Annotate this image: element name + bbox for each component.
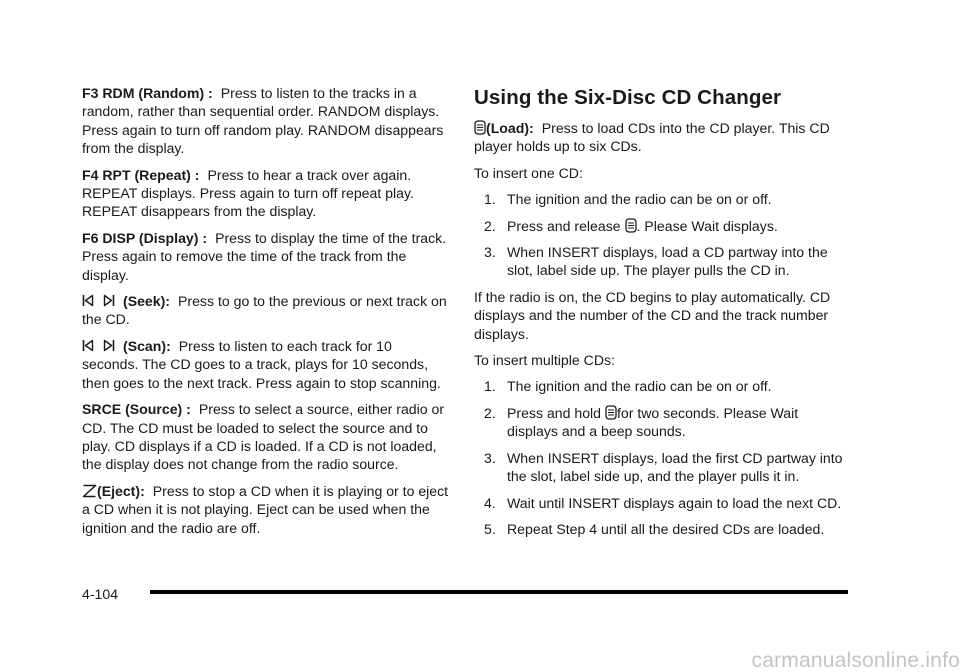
list-item	[474, 404, 852, 441]
load-icon	[625, 218, 637, 233]
step-text: When INSERT displays, load a CD partway into the slot, label side up. The player pulls the CD in.	[507, 244, 828, 279]
step-number: 2.	[484, 217, 496, 234]
list-item	[474, 217, 852, 235]
eject-icon	[82, 484, 97, 498]
repeat-description	[82, 166, 450, 221]
list-item	[474, 377, 852, 395]
display-description	[82, 229, 450, 284]
watermark: carmanualsonline.info	[751, 648, 960, 672]
step-text-before: Press and release	[507, 217, 621, 234]
load-term: (Load):	[486, 120, 534, 136]
seek-text: Press to go to the previous or next track on the CD.	[82, 293, 447, 328]
random-description	[82, 84, 450, 158]
list-item	[474, 494, 852, 512]
list-item	[474, 243, 852, 280]
source-term: SRCE (Source) :	[82, 401, 191, 418]
source-description	[82, 400, 450, 474]
scan-forward-icon	[103, 339, 115, 352]
seek-icons	[82, 294, 115, 307]
step-number: 2.	[484, 404, 496, 421]
step-text: The ignition and the radio can be on or off.	[507, 191, 772, 208]
eject-description	[82, 482, 450, 537]
step-number: 5.	[484, 520, 496, 537]
list-item	[474, 190, 852, 208]
eject-term: (Eject):	[97, 482, 145, 499]
repeat-term: F4 RPT (Repeat) :	[82, 166, 200, 183]
step-number: 1.	[484, 191, 496, 208]
step-text-after: for two seconds. Please Wait displays and a beep sounds.	[507, 404, 799, 440]
display-term: F6 DISP (Display) :	[82, 229, 208, 246]
step-text: When INSERT displays, load the first CD partway into the slot, label side up, and the player pulls it in.	[507, 449, 843, 485]
step-text-after: . Please Wait displays.	[636, 217, 778, 234]
page-number: 4-104	[82, 586, 119, 602]
seek-description	[82, 292, 450, 329]
insert-multi-intro: To insert multiple CDs:	[474, 352, 615, 369]
list-item	[474, 449, 852, 486]
insert-one-steps	[474, 190, 852, 280]
step-text: Wait until INSERT displays again to load the next CD.	[507, 494, 842, 511]
scan-icons	[82, 339, 115, 352]
step-text-before: Press and hold	[507, 404, 602, 421]
step-number: 4.	[484, 494, 496, 511]
section-heading: Using the Six-Disc CD Changer	[474, 86, 782, 109]
seek-back-icon	[82, 294, 94, 307]
insert-multi-steps	[474, 377, 852, 538]
right-column	[474, 86, 852, 546]
source-text: Press to select a source, either radio or CD. The CD must be loaded to select the source and to play. CD displays if a CD is loaded. If a CD is not loaded, the display does not change from the radio source.	[82, 401, 445, 473]
auto-play-note: If the radio is on, the CD begins to play automatically. CD displays and the number of the CD and the track number displays.	[474, 288, 831, 342]
step-text: The ignition and the radio can be on or off.	[507, 378, 772, 395]
step-number: 1.	[484, 378, 496, 395]
scan-description	[82, 337, 450, 392]
footer-rule	[150, 590, 848, 594]
step-text: Repeat Step 4 until all the desired CDs are loaded.	[507, 520, 825, 537]
left-column	[82, 84, 450, 545]
list-item	[474, 520, 852, 538]
seek-forward-icon	[103, 294, 115, 307]
load-icon	[474, 120, 486, 135]
load-icon	[605, 405, 617, 420]
seek-term: (Seek):	[123, 293, 170, 310]
step-number: 3.	[484, 244, 496, 261]
scan-text: Press to listen to each track for 10 seconds. The CD goes to a track, plays for 10 seconds, then goes to the next track. Press again to stop scanning.	[82, 337, 441, 391]
scan-term: (Scan):	[123, 337, 171, 354]
insert-one-intro: To insert one CD:	[474, 164, 583, 181]
random-text: Press to listen to the tracks in a random, rather than sequential order. RANDOM displays. Press again to turn off random play. RANDOM disappears from the display.	[82, 85, 444, 157]
random-term: F3 RDM (Random) :	[82, 85, 213, 101]
scan-back-icon	[82, 339, 94, 352]
step-number: 3.	[484, 449, 496, 466]
display-text: Press to display the time of the track. Press again to remove the time of the track from the display.	[82, 229, 447, 283]
repeat-text: Press to hear a track over again. REPEAT displays. Press again to turn off repeat play. REPEAT disappears from the display.	[82, 166, 414, 220]
eject-text: Press to stop a CD when it is playing or to eject a CD when it is not playing. Eject can be used when the ignition and the radio are off.	[82, 482, 449, 536]
load-text: Press to load CDs into the CD player. This CD player holds up to six CDs.	[474, 120, 830, 155]
load-description	[474, 119, 852, 156]
